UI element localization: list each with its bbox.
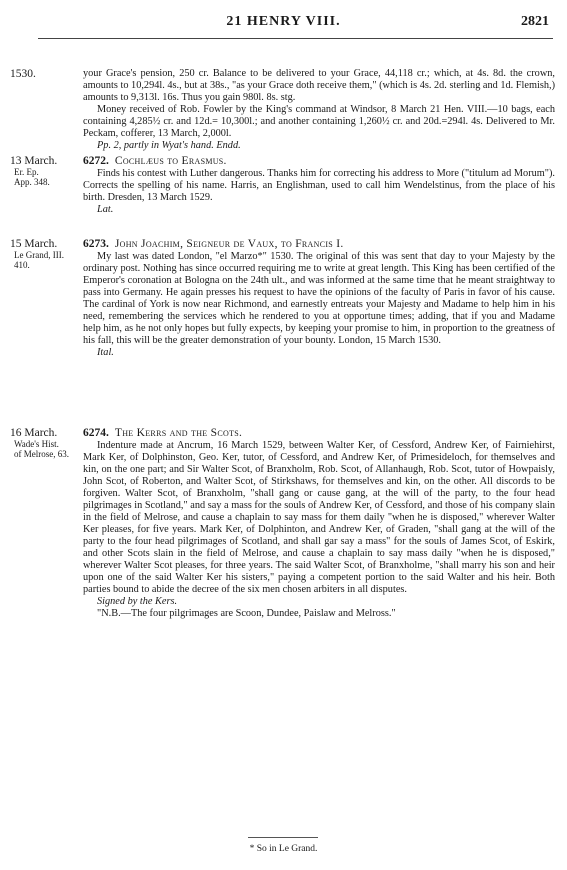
margin-year: 1530. xyxy=(10,68,36,80)
header-rule xyxy=(38,38,553,39)
entry-source: Er. Ep. xyxy=(14,167,39,177)
footnote: * So in Le Grand. xyxy=(249,844,318,854)
entry-title: John Joachim, Seigneur de Vaux, to Francis I. xyxy=(114,238,344,250)
entry-note: Lat. xyxy=(97,204,114,215)
entry-date: 13 March. xyxy=(10,155,58,167)
footnote-rule xyxy=(248,837,318,838)
entry-source: Le Grand, III. xyxy=(14,250,64,260)
entry-6273 xyxy=(83,238,555,359)
entry-6274 xyxy=(83,427,555,620)
entry-heading xyxy=(83,238,555,250)
entry-paragraph: Indenture made at Ancrum, 16 March 1529, between Walter Ker, of Cessford, Andrew Ker, of Fairniehirst, Mark Ker, of Dolphinston, Geo. Ker, tutor, of Cessford, and Andrew Ker, of Primesideloch, for themselves and kin, on the one part; and Sir Walter Scot, of Branxholm, Rob. Scot, of Allanhaugh, Rob. Scot, tutor of Howpaisly, John Scot, of Roberton, and Walter Scot, of Stirkshaws, for themselves and kin, on the other. All discords to be forgiven. Walter Scot, of Branxholm, "shall gang or cause gang, at the will of the party, to the four head pilgrimages in Scotland," and say a mass for the souls of Andrew Ker, of Cessford, and those of his company slain in the field of Melrose, and cause a chaplain to say mass for them daily "when he is disposed," wherever Walter Ker pleases, for five years. Mark Ker, of Dolphinton, and Andrew Ker, of Graden, "shall gang at the will of the party to the four head pilgrimages of Scotland, and shall gar say a mass" for the souls of James Scot, of Eskirk, and other Scots slain in the field of Melrose, and cause a chaplain to say mass daily "when he is disposed," wherever Walter Scot pleases, for three years. The said Walter Scot, of Branxholme, "shall marry his son and heir upon one of the said Walter Ker his sisters," paying a competent portion to the said Walter and his heir. Both parties bound to abide the decree of the six men chosen arbiters in all disputes. xyxy=(83,440,555,595)
entry-nb: "N.B.—The four pilgrimages are Scoon, Dundee, Paislaw and Melross." xyxy=(97,608,396,619)
entry-source: Wade's Hist. xyxy=(14,439,59,449)
entry-margin-6273 xyxy=(10,238,78,270)
entry-note: Signed by the Kers. xyxy=(97,596,178,607)
entry-margin-6272 xyxy=(10,155,78,187)
entry-margin-6274 xyxy=(10,427,78,459)
page-number: 2821 xyxy=(521,14,549,29)
running-title: 21 HENRY VIII. xyxy=(226,14,341,29)
entry-source: App. 348. xyxy=(14,177,50,187)
entry-paragraph: My last was dated London, "el Marzo*" 1530. The original of this was sent that day to your Majesty by the ordinary post. Nothing has since occurred requiring me to write at great length. This King has been certified of the Emperor's coronation at Bologna on the 24th ult., and was informed at the same time that he meant straightway to pass into Germany. He again presses his request to have the opinions of the faculty of Paris in favor of his cause. The cardinal of York is now near Richmond, and earnestly entreats your Majesty and Madame to help him in his need, remembering the services which he rendered to you at opportune times; adding, that if you and Madame help him, as he not only hopes but fully expects, by keeping your promise to him, in proportion to the greatness of his fall, this will be the greater demonstration of your bounty. London, 15 March 1530. xyxy=(83,251,555,346)
continuation-note: Pp. 2, partly in Wyat's hand. Endd. xyxy=(97,140,241,151)
entry-title: The Kerrs and the Scots. xyxy=(114,427,243,439)
entry-paragraph: Finds his contest with Luther dangerous. Thanks him for correcting his address to More ("titulum ad Morum"). Corrects the spelling of his name. Harris, an Englishman, used to call him Wendelstinus, from the place of his birth. Dresden, 13 March 1529. xyxy=(83,168,555,203)
continuation-text-2: Money received of Rob. Fowler by the King's command at Windsor, 8 March 21 Hen. VIII.—10 bags, each containing 4,285½ cr. and 12d.= 10,300l.; and another containing 1,260½ cr. and 20d.=294l. 4s. Delivered to Mr. Peckam, cofferer, 13 March, 2,000l. xyxy=(83,104,555,139)
entry-number: 6272. xyxy=(83,155,109,167)
entry-title: Cochlæus to Erasmus. xyxy=(114,155,227,167)
entry-date: 16 March. xyxy=(10,427,58,439)
entry-note: Ital. xyxy=(97,347,114,358)
entry-heading xyxy=(83,155,555,167)
entry-source: of Melrose, 63. xyxy=(14,449,69,459)
entry-6272 xyxy=(83,155,555,216)
entry-heading xyxy=(83,427,555,439)
running-header xyxy=(0,14,567,34)
continuation-block xyxy=(83,68,555,152)
entry-date: 15 March. xyxy=(10,238,58,250)
entry-number: 6273. xyxy=(83,238,109,250)
entry-source: 410. xyxy=(14,260,30,270)
entry-number: 6274. xyxy=(83,427,109,439)
continuation-text-1: your Grace's pension, 250 cr. Balance to be delivered to your Grace, 44,118 cr.; which, at 4s. 8d. the crown, amounts to 10,294l. 4s., but at 38s., "as your Grace doth receive them," (which is 4s. 2d. sterling and 1d. Flemish,) amounts to 9,313l. 16s. Thus you gain 980l. 8s. stg. xyxy=(83,68,555,103)
